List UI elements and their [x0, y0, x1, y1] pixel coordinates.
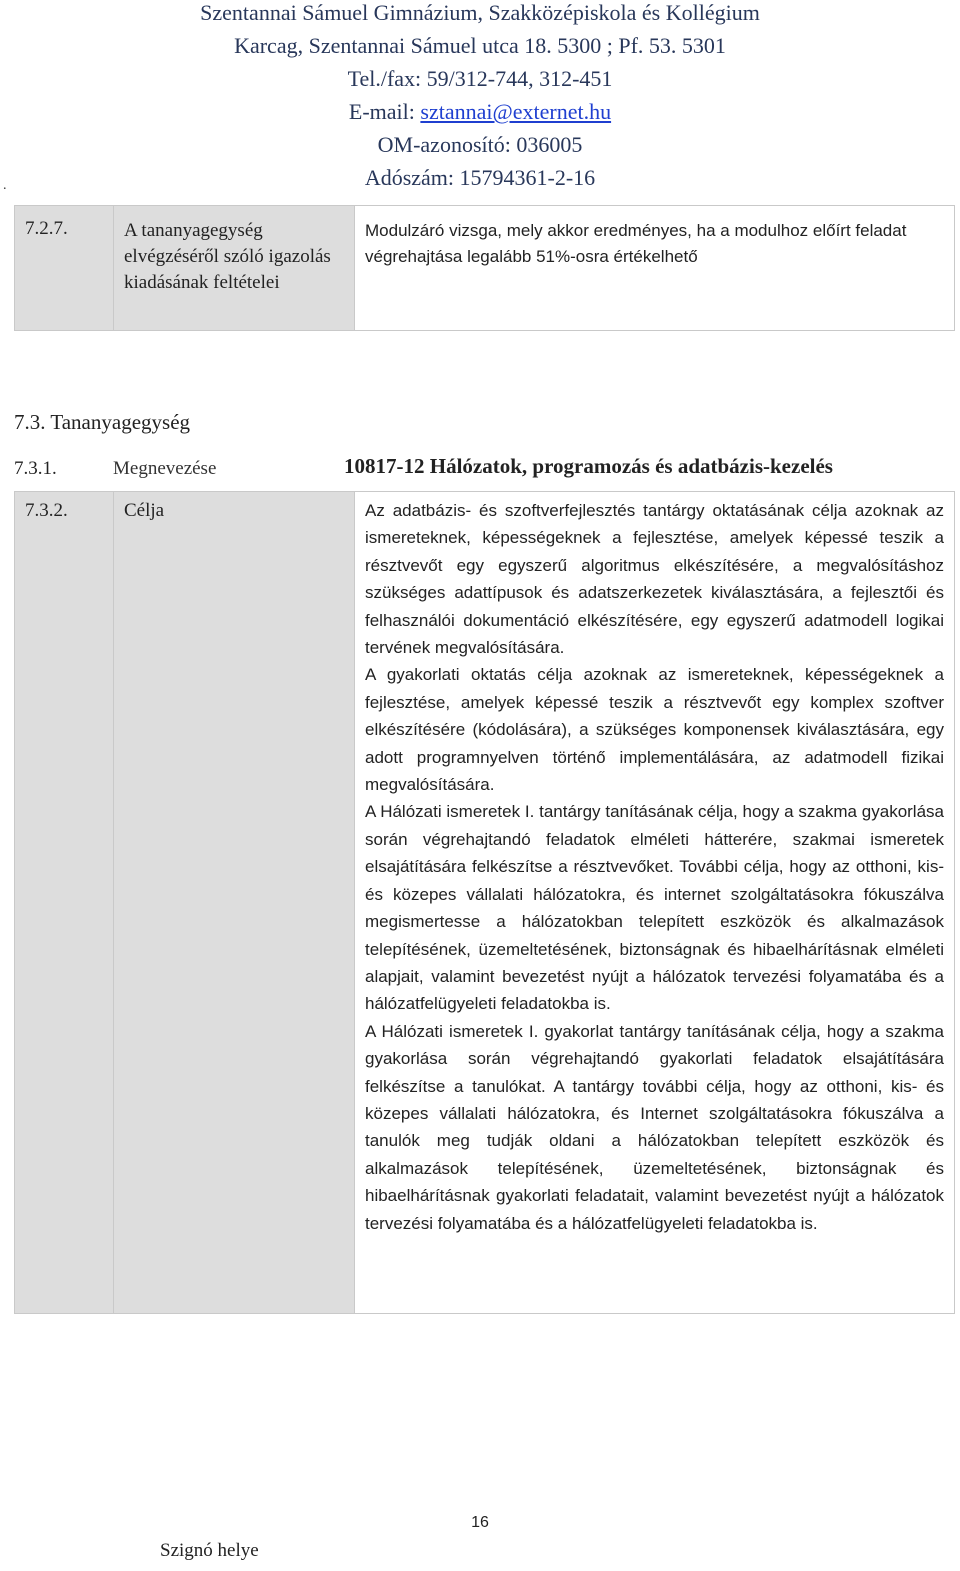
school-name: Szentannai Sámuel Gimnázium, Szakközépiskola és Kollégium — [200, 0, 760, 25]
row-number: 7.2.7. — [15, 206, 114, 331]
goal-paragraph: Az adatbázis- és szoftverfejlesztés tantárgy oktatásának célja azoknak az ismereteknek, képességeknek a fejlesztése, amelyek képessé teszik a résztvevőt egy egyszerű algoritmus elkészítésére, a megvalósításhoz szükséges adattípusok és adatszerkezetek kiválasztására, a fejlesztői és felhasználói dokumentáció elkészítésére, egy egyszerű adatmodell logikai tervének megvalósítására. — [365, 501, 944, 658]
om-id: OM-azonosító: 036005 — [377, 132, 583, 157]
row-label: Megnevezése — [113, 458, 217, 479]
unit-name-row — [14, 452, 955, 488]
school-email-line — [0, 99, 960, 125]
corner-mark: . — [3, 178, 7, 193]
signature-label: Szignó helye — [160, 1540, 259, 1561]
tax-number: Adószám: 15794361-2-16 — [364, 165, 596, 190]
goal-paragraph: A Hálózati ismeretek I. gyakorlat tantárgy tanításának célja, hogy a szakma gyakorlása során végrehajtandó gyakorlati feladatok elsajátítására felkészítse a tanulókat. A tantárgy további célja, hogy az otthoni, kis- és közepes vállalati hálózatokra, és Internet szolgáltatásokra fókuszálva a tanulók meg tudják oldani a hálózatokban telepített eszközök és alkalmazások telepítésének, üzemeltetésének, biztonságnak és hibaelhárításnak gyakorlati feladatait, valamint bevezetést nyújt a hálózatok tervezési folyamatába és a hálózatfelügyeleti feladatokba is. — [365, 1021, 944, 1233]
goal-paragraph: A gyakorlati oktatás célja azoknak az ismereteknek, képességeknek a fejlesztése, amelyek képessé teszik a résztvevőt egy komplex szoftver elkészítésére (kódolására), a szükséges komponensek kiválasztására, egy adott programnyelven történő implementálására, az adatmodell fizikai megvalósítására. — [365, 665, 944, 795]
table-row — [15, 492, 955, 1314]
section-title: 7.3. Tananyagegység — [14, 410, 191, 434]
row-number: 7.3.2. — [15, 492, 114, 1314]
row-number: 7.3.1. — [14, 458, 57, 479]
unit-goal-table — [14, 491, 955, 1314]
goal-text — [355, 492, 955, 1314]
email-link[interactable]: sztannai@externet.hu — [420, 99, 612, 124]
completion-conditions-table — [14, 205, 955, 331]
school-phone: Tel./fax: 59/312-744, 312-451 — [347, 66, 613, 91]
unit-name: 10817-12 Hálózatok, programozás és adatbázis-kezelés — [344, 454, 833, 478]
row-label: A tananyagegység elvégzéséről szóló igazolás kiadásának feltételei — [114, 206, 355, 331]
table-row — [15, 206, 955, 331]
row-label: Célja — [114, 492, 355, 1314]
school-address: Karcag, Szentannai Sámuel utca 18. 5300 ; Pf. 53. 5301 — [234, 33, 726, 58]
goal-paragraph: A Hálózati ismeretek I. tantárgy tanításának célja, hogy a szakma gyakorlása során végrehajtandó feladatok elméleti hátterére, szakmai ismeretek elsajátítására felkészítse a résztvevőket. További célja, hogy az otthoni, kis- és közepes vállalati hálózatokra, és internet szolgáltatásokra fókuszálva megismertesse a hálózatokban telepített eszközök és alkalmazások telepítésének, üzemeltetésének, biztonságnak és hibaelhárításnak elméleti alapjait, valamint bevezetést nyújt a hálózatok tervezési folyamatába és a hálózatfelügyeleti feladatokba is. — [365, 802, 944, 1014]
page-number: 16 — [471, 1514, 489, 1531]
email-label: E-mail: — [348, 99, 421, 124]
row-value: Modulzáró vizsga, mely akkor eredményes, ha a modulhoz előírt feladat végrehajtása legalább 51%-osra értékelhető — [355, 206, 955, 331]
